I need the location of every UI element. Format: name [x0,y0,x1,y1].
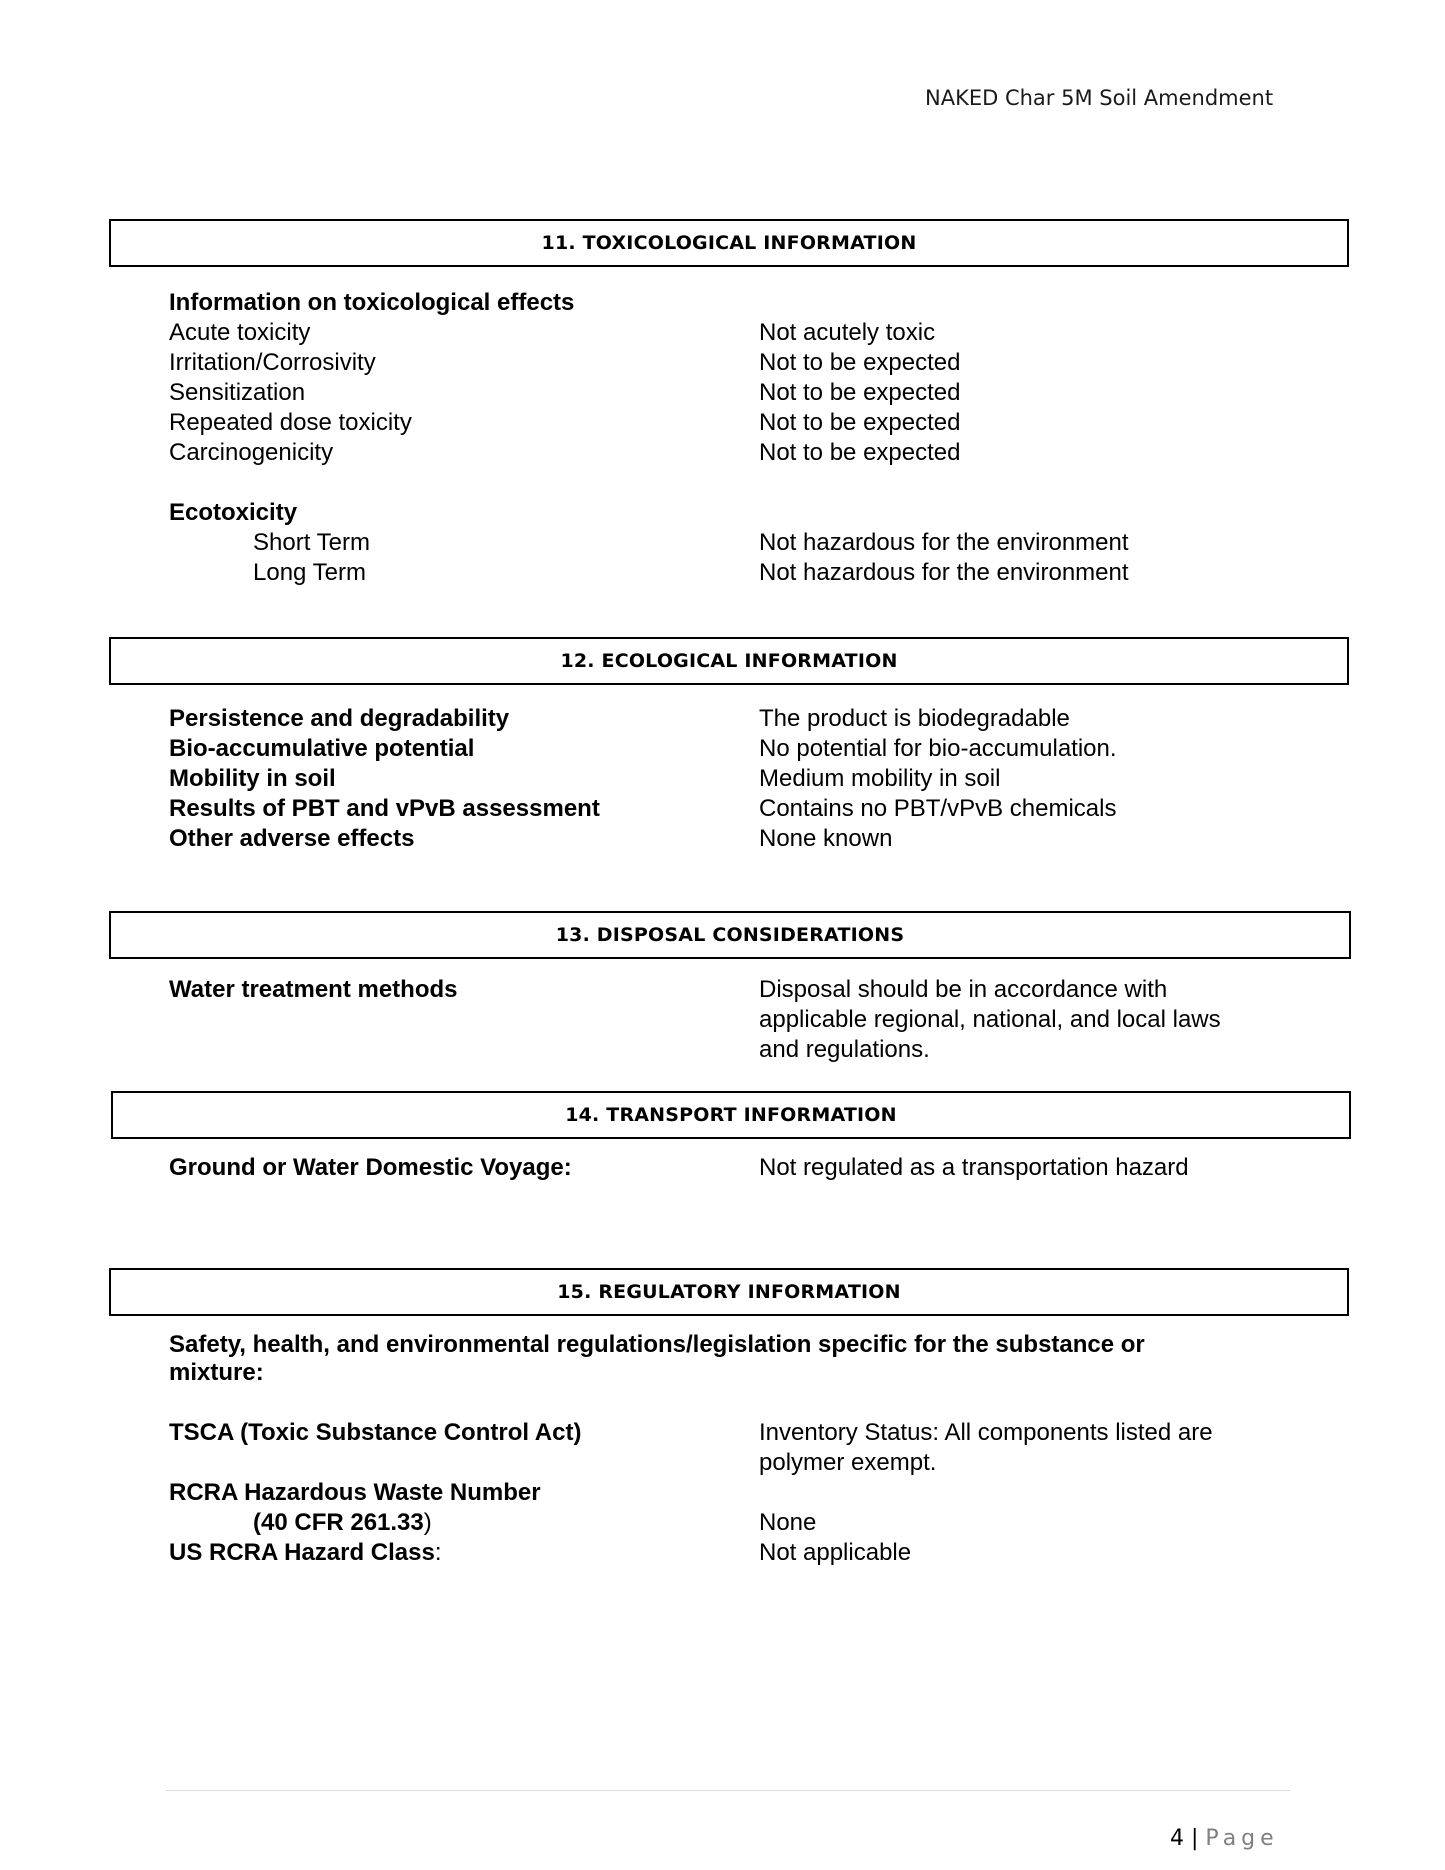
tox-row-label: Acute toxicity [169,319,311,346]
transport-value: Not regulated as a transportation hazard [759,1154,1189,1181]
document-title: NAKED Char 5M Soil Amendment [925,86,1274,110]
eco-info-label: Other adverse effects [169,825,415,852]
eco-info-label: Bio-accumulative potential [169,735,475,762]
tsca-value-line: polymer exempt. [759,1449,937,1476]
disposal-label: Water treatment methods [169,976,458,1003]
tox-row-value: Not to be expected [759,379,961,406]
page-number: 4 [1170,1826,1184,1851]
rcra-cfr-paren: ) [423,1509,432,1536]
page-separator: | [1191,1826,1199,1851]
eco-info-label: Results of PBT and vPvB assessment [169,795,600,822]
us-rcra-colon: : [434,1539,442,1566]
page-word: Page [1205,1826,1279,1851]
tox-row-label: Irritation/Corrosivity [169,349,376,376]
page-footer [1170,1826,1279,1851]
disposal-value-line: and regulations. [759,1036,930,1063]
us-rcra-label-row [169,1538,442,1568]
tsca-value-line: Inventory Status: All components listed are [759,1419,1213,1446]
eco-info-value: None known [759,825,893,852]
disposal-value-line: Disposal should be in accordance with [759,976,1168,1003]
tox-row-value: Not to be expected [759,409,961,436]
section-14-header [111,1091,1351,1139]
eco-info-label: Persistence and degradability [169,705,510,732]
eco-row-label: Short Term [253,529,370,556]
eco-row-value: Not hazardous for the environment [759,529,1129,556]
tox-row-label: Repeated dose toxicity [169,409,412,436]
section-11-header [109,219,1349,267]
us-rcra-label: US RCRA Hazard Class [169,1539,435,1566]
eco-info-value: No potential for bio-accumulation. [759,735,1117,762]
rcra-sub-label [253,1508,432,1538]
section-11-title: 11. TOXICOLOGICAL INFORMATION [541,232,917,254]
tox-row-value: Not acutely toxic [759,319,936,346]
section-12-title: 12. ECOLOGICAL INFORMATION [560,650,898,672]
ecotoxicity-heading: Ecotoxicity [169,499,298,526]
eco-info-value: Contains no PBT/vPvB chemicals [759,795,1117,822]
regulations-intro-line: Safety, health, and environmental regulations/legislation specific for the substance or [169,1331,1145,1358]
regulations-intro-line: mixture: [169,1359,264,1386]
rcra-value: None [759,1509,817,1536]
tox-effects-heading: Information on toxicological effects [169,289,575,316]
eco-row-label: Long Term [253,559,366,586]
tox-row-value: Not to be expected [759,349,961,376]
section-14-title: 14. TRANSPORT INFORMATION [565,1104,897,1126]
footer-divider [166,1790,1290,1791]
section-15-header [109,1268,1349,1316]
rcra-label: RCRA Hazardous Waste Number [169,1479,541,1506]
tox-row-label: Carcinogenicity [169,439,334,466]
transport-label: Ground or Water Domestic Voyage: [169,1154,572,1181]
eco-info-label: Mobility in soil [169,765,336,792]
section-13-header [109,911,1351,959]
eco-info-value: The product is biodegradable [759,705,1070,732]
eco-row-value: Not hazardous for the environment [759,559,1129,586]
rcra-cfr-text: (40 CFR 261.33 [253,1509,424,1536]
section-12-header [109,637,1349,685]
section-13-title: 13. DISPOSAL CONSIDERATIONS [555,924,905,946]
eco-info-value: Medium mobility in soil [759,765,1001,792]
us-rcra-value: Not applicable [759,1539,912,1566]
tsca-label: TSCA (Toxic Substance Control Act) [169,1419,582,1446]
tox-row-value: Not to be expected [759,439,961,466]
disposal-value-line: applicable regional, national, and local laws [759,1006,1221,1033]
section-15-title: 15. REGULATORY INFORMATION [557,1281,901,1303]
tox-row-label: Sensitization [169,379,306,406]
